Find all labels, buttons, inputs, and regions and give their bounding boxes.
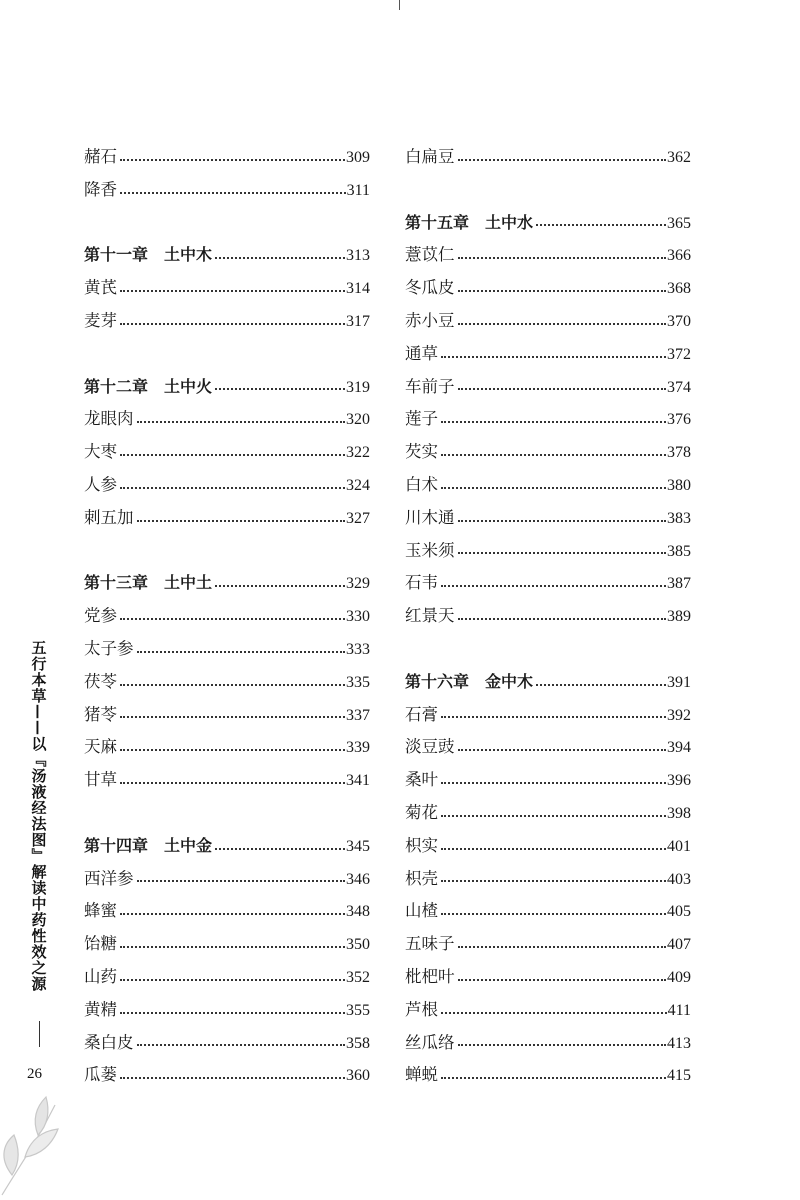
herb-name: 党参 bbox=[84, 606, 117, 626]
toc-entry bbox=[405, 797, 691, 830]
toc-entry bbox=[84, 994, 370, 1027]
dot-leader bbox=[441, 486, 666, 489]
page-ref: 317 bbox=[346, 312, 370, 330]
page-ref: 401 bbox=[667, 837, 691, 855]
toc-entry bbox=[405, 1027, 691, 1060]
herb-name: 薏苡仁 bbox=[405, 245, 455, 265]
herb-name: 山楂 bbox=[405, 901, 438, 921]
dot-leader bbox=[441, 1011, 667, 1014]
dot-leader bbox=[137, 519, 346, 522]
dot-leader bbox=[215, 387, 345, 390]
herb-name: 菊花 bbox=[405, 802, 438, 822]
page-ref: 324 bbox=[346, 476, 370, 494]
section-gap bbox=[405, 174, 691, 207]
dot-leader bbox=[137, 879, 346, 882]
section-gap bbox=[84, 338, 370, 371]
page-ref: 376 bbox=[667, 411, 691, 429]
herb-name: 桑叶 bbox=[405, 770, 438, 790]
toc-entry bbox=[405, 699, 691, 732]
toc-entry bbox=[84, 895, 370, 928]
toc-entry bbox=[84, 600, 370, 633]
toc-entry bbox=[84, 403, 370, 436]
page-ref: 352 bbox=[346, 968, 370, 986]
page-ref: 374 bbox=[667, 378, 691, 396]
toc-entry bbox=[84, 305, 370, 338]
toc-entry bbox=[405, 141, 691, 174]
dot-leader bbox=[120, 1076, 345, 1079]
dot-leader bbox=[441, 879, 666, 882]
page-ref: 391 bbox=[667, 673, 691, 691]
toc-entry bbox=[405, 436, 691, 469]
dot-leader bbox=[120, 453, 345, 456]
herb-name: 龙眼肉 bbox=[84, 409, 134, 429]
dot-leader bbox=[536, 223, 666, 226]
running-title bbox=[26, 640, 52, 1047]
herb-name: 黄芪 bbox=[84, 278, 117, 298]
page-ref: 394 bbox=[667, 739, 691, 757]
toc-entry bbox=[405, 731, 691, 764]
page-ref: 350 bbox=[346, 936, 370, 954]
page-ref: 337 bbox=[346, 706, 370, 724]
toc-entry bbox=[84, 961, 370, 994]
page-ref: 319 bbox=[346, 378, 370, 396]
page-ref: 385 bbox=[667, 542, 691, 560]
dot-leader bbox=[458, 978, 667, 981]
herb-name: 大枣 bbox=[84, 442, 117, 462]
dot-leader bbox=[120, 289, 345, 292]
page-ref: 415 bbox=[667, 1067, 691, 1085]
dot-leader bbox=[120, 683, 345, 686]
section-gap bbox=[84, 207, 370, 240]
page-ref: 396 bbox=[667, 772, 691, 790]
chapter-title: 第十四章 土中金 bbox=[84, 835, 213, 855]
page-ref: 345 bbox=[346, 837, 370, 855]
page-ref: 322 bbox=[346, 444, 370, 462]
herb-name: 猪苓 bbox=[84, 704, 117, 724]
herb-name: 枳实 bbox=[405, 835, 438, 855]
toc-entry bbox=[405, 961, 691, 994]
toc-chapter-heading bbox=[84, 371, 370, 404]
toc-entry bbox=[84, 928, 370, 961]
toc-chapter-heading bbox=[84, 239, 370, 272]
toc-chapter-heading bbox=[84, 567, 370, 600]
herb-name: 川木通 bbox=[405, 507, 455, 527]
herb-name: 赤小豆 bbox=[405, 310, 455, 330]
dot-leader bbox=[458, 322, 667, 325]
page-ref: 403 bbox=[667, 870, 691, 888]
dot-leader bbox=[120, 1011, 345, 1014]
herb-name: 淡豆豉 bbox=[405, 737, 455, 757]
dot-leader bbox=[441, 781, 666, 784]
herb-name: 降香 bbox=[84, 179, 117, 199]
page-ref: 380 bbox=[667, 476, 691, 494]
page-ref: 341 bbox=[346, 772, 370, 790]
herb-name: 玉米须 bbox=[405, 540, 455, 560]
toc-entry bbox=[84, 272, 370, 305]
page-ref: 398 bbox=[667, 804, 691, 822]
herb-name: 五味子 bbox=[405, 934, 455, 954]
dot-leader bbox=[458, 945, 667, 948]
toc-entry bbox=[405, 567, 691, 600]
herb-name: 芡实 bbox=[405, 442, 438, 462]
herb-name: 红景天 bbox=[405, 606, 455, 626]
dot-leader bbox=[215, 256, 345, 259]
dot-leader bbox=[536, 683, 666, 686]
herb-name: 莲子 bbox=[405, 409, 438, 429]
herb-name: 桑白皮 bbox=[84, 1032, 134, 1052]
herb-name: 人参 bbox=[84, 474, 117, 494]
toc-entry bbox=[405, 764, 691, 797]
page-ref: 370 bbox=[667, 312, 691, 330]
dot-leader bbox=[120, 486, 345, 489]
toc-entry bbox=[405, 469, 691, 502]
herb-name: 石膏 bbox=[405, 704, 438, 724]
leaf-decoration bbox=[0, 1065, 80, 1200]
page-ref: 320 bbox=[346, 411, 370, 429]
toc-chapter-heading bbox=[405, 207, 691, 240]
title-rule bbox=[39, 1021, 40, 1047]
dot-leader bbox=[137, 1043, 346, 1046]
herb-name: 麦芽 bbox=[84, 310, 117, 330]
page-ref: 329 bbox=[346, 575, 370, 593]
herb-name: 太子参 bbox=[84, 638, 134, 658]
toc-column-left bbox=[84, 141, 370, 1092]
dot-leader bbox=[441, 584, 666, 587]
section-gap bbox=[84, 535, 370, 568]
toc-entry bbox=[405, 1059, 691, 1092]
toc-entry bbox=[84, 666, 370, 699]
toc-entry bbox=[405, 928, 691, 961]
page-ref: 313 bbox=[346, 247, 370, 265]
toc-entry bbox=[405, 239, 691, 272]
page-ref: 413 bbox=[667, 1034, 691, 1052]
toc-entry bbox=[84, 436, 370, 469]
dot-leader bbox=[120, 617, 345, 620]
page-ref: 411 bbox=[667, 1001, 691, 1019]
page-ref: 383 bbox=[667, 509, 691, 527]
chapter-title: 第十一章 土中木 bbox=[84, 245, 213, 265]
gutter-mark bbox=[399, 0, 400, 10]
page-ref: 333 bbox=[346, 640, 370, 658]
toc-entry bbox=[405, 305, 691, 338]
herb-name: 赭石 bbox=[84, 147, 117, 166]
herb-name: 芦根 bbox=[405, 999, 438, 1019]
dot-leader bbox=[458, 1043, 667, 1046]
page-ref: 372 bbox=[667, 345, 691, 363]
toc-entry bbox=[84, 141, 370, 174]
dot-leader bbox=[441, 814, 666, 817]
toc-entry bbox=[405, 338, 691, 371]
toc-entry bbox=[84, 502, 370, 535]
herb-name: 蝉蜕 bbox=[405, 1065, 438, 1085]
herb-name: 石韦 bbox=[405, 573, 438, 593]
page-ref: 387 bbox=[667, 575, 691, 593]
page-ref: 409 bbox=[667, 968, 691, 986]
herb-name: 白术 bbox=[405, 474, 438, 494]
page-ref: 358 bbox=[346, 1034, 370, 1052]
toc-entry bbox=[84, 174, 370, 207]
dot-leader bbox=[441, 912, 666, 915]
dot-leader bbox=[441, 355, 666, 358]
herb-name: 茯苓 bbox=[84, 671, 117, 691]
chapter-title: 第十二章 土中火 bbox=[84, 376, 213, 396]
herb-name: 白扁豆 bbox=[405, 147, 455, 166]
page-ref: 368 bbox=[667, 280, 691, 298]
dot-leader bbox=[441, 420, 666, 423]
toc-entry bbox=[84, 731, 370, 764]
toc-entry bbox=[405, 371, 691, 404]
herb-name: 枳壳 bbox=[405, 868, 438, 888]
herb-name: 瓜蒌 bbox=[84, 1065, 117, 1085]
toc-entry bbox=[405, 994, 691, 1027]
section-gap bbox=[84, 797, 370, 830]
dot-leader bbox=[458, 551, 667, 554]
page-ref: 405 bbox=[667, 903, 691, 921]
dot-leader bbox=[441, 1076, 666, 1079]
page-ref: 327 bbox=[346, 509, 370, 527]
page-ref: 348 bbox=[346, 903, 370, 921]
dot-leader bbox=[458, 387, 667, 390]
toc-entry bbox=[405, 502, 691, 535]
toc-entry bbox=[405, 830, 691, 863]
toc-entry bbox=[405, 863, 691, 896]
toc-entry bbox=[84, 764, 370, 797]
dot-leader bbox=[458, 289, 667, 292]
page-ref: 407 bbox=[667, 936, 691, 954]
herb-name: 西洋参 bbox=[84, 868, 134, 888]
page-ref: 335 bbox=[346, 673, 370, 691]
toc-entry bbox=[405, 403, 691, 436]
chapter-title: 第十五章 土中水 bbox=[405, 212, 534, 232]
page-number: 26 bbox=[27, 1066, 42, 1082]
dot-leader bbox=[215, 847, 345, 850]
herb-name: 通草 bbox=[405, 343, 438, 363]
toc-entry bbox=[405, 600, 691, 633]
herb-name: 丝瓜络 bbox=[405, 1032, 455, 1052]
dot-leader bbox=[441, 715, 666, 718]
page-ref: 360 bbox=[346, 1067, 370, 1085]
page-ref: 314 bbox=[346, 280, 370, 298]
chapter-title: 第十六章 金中木 bbox=[405, 671, 534, 691]
toc-entry bbox=[84, 1059, 370, 1092]
toc-entry bbox=[405, 895, 691, 928]
toc-column-right bbox=[405, 141, 691, 1092]
toc-entry bbox=[405, 535, 691, 568]
page-ref: 330 bbox=[346, 608, 370, 626]
toc-entry bbox=[84, 863, 370, 896]
page-ref: 362 bbox=[667, 149, 691, 166]
herb-name: 饴糖 bbox=[84, 934, 117, 954]
dot-leader bbox=[120, 978, 345, 981]
page-ref: 378 bbox=[667, 444, 691, 462]
page-ref: 339 bbox=[346, 739, 370, 757]
book-title: 五行本草——以『汤液经法图』解读中药性效之源 bbox=[29, 640, 48, 992]
toc-entry bbox=[84, 699, 370, 732]
toc-chapter-heading bbox=[84, 830, 370, 863]
page-ref: 346 bbox=[346, 870, 370, 888]
page-ref: 311 bbox=[346, 181, 370, 199]
dot-leader bbox=[458, 158, 667, 161]
herb-name: 甘草 bbox=[84, 770, 117, 790]
page-ref: 366 bbox=[667, 247, 691, 265]
dot-leader bbox=[458, 256, 667, 259]
page-ref: 365 bbox=[667, 214, 691, 232]
herb-name: 枇杷叶 bbox=[405, 966, 455, 986]
chapter-title: 第十三章 土中土 bbox=[84, 573, 213, 593]
dot-leader bbox=[120, 191, 346, 194]
dot-leader bbox=[120, 715, 345, 718]
page-ref: 355 bbox=[346, 1001, 370, 1019]
herb-name: 蜂蜜 bbox=[84, 901, 117, 921]
toc-entry bbox=[84, 1027, 370, 1060]
dot-leader bbox=[458, 617, 667, 620]
section-gap bbox=[405, 633, 691, 666]
page-ref: 392 bbox=[667, 706, 691, 724]
herb-name: 山药 bbox=[84, 966, 117, 986]
page-ref: 309 bbox=[346, 149, 370, 166]
herb-name: 冬瓜皮 bbox=[405, 278, 455, 298]
herb-name: 黄精 bbox=[84, 999, 117, 1019]
dot-leader bbox=[120, 912, 345, 915]
dot-leader bbox=[458, 748, 667, 751]
dot-leader bbox=[120, 158, 345, 161]
dot-leader bbox=[120, 748, 345, 751]
dot-leader bbox=[137, 420, 346, 423]
dot-leader bbox=[120, 781, 345, 784]
herb-name: 车前子 bbox=[405, 376, 455, 396]
dot-leader bbox=[120, 322, 345, 325]
herb-name: 天麻 bbox=[84, 737, 117, 757]
dot-leader bbox=[215, 584, 345, 587]
page-ref: 389 bbox=[667, 608, 691, 626]
dot-leader bbox=[137, 650, 346, 653]
herb-name: 刺五加 bbox=[84, 507, 134, 527]
toc-chapter-heading bbox=[405, 666, 691, 699]
toc-entry bbox=[405, 272, 691, 305]
dot-leader bbox=[441, 453, 666, 456]
toc-entry bbox=[84, 469, 370, 502]
dot-leader bbox=[120, 945, 345, 948]
dot-leader bbox=[458, 519, 667, 522]
dot-leader bbox=[441, 847, 666, 850]
toc-entry bbox=[84, 633, 370, 666]
